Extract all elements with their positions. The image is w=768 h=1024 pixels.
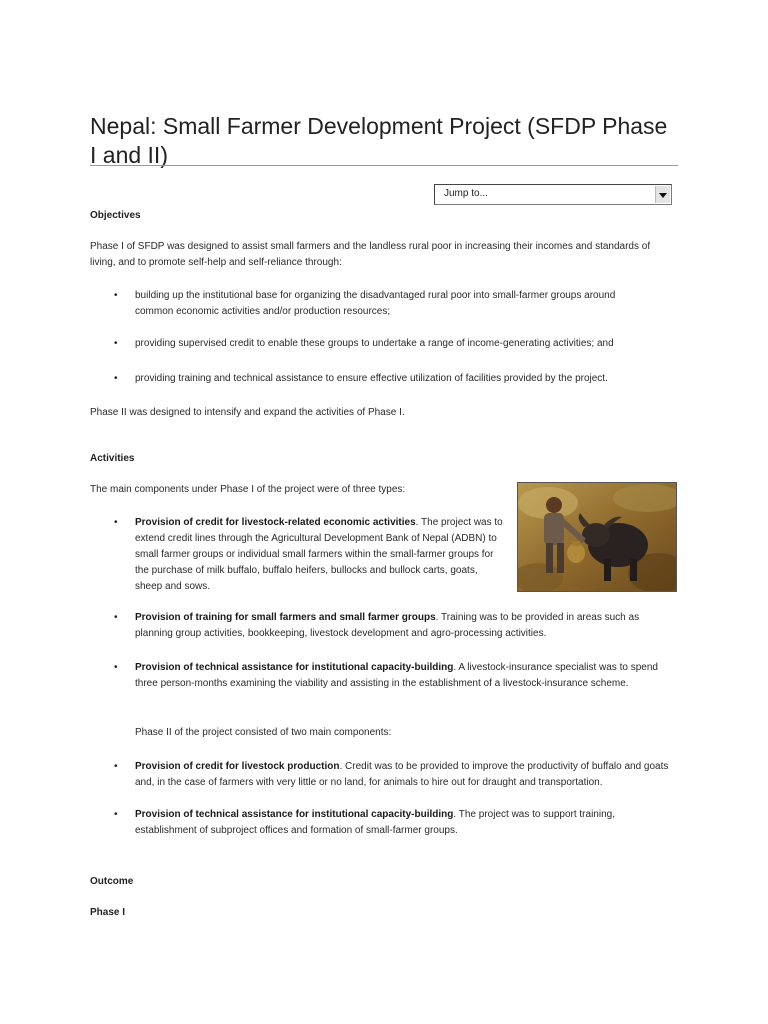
activities-intro: The main components under Phase I of the project were of three types: bbox=[90, 484, 406, 495]
objectives-intro: Phase I of SFDP was designed to assist small farmers and the landless rural poor in increasing their incomes and standards of living, and to promote self-help and self-reliance through: bbox=[90, 241, 651, 268]
activity-item-title: Provision of credit for livestock production bbox=[135, 761, 340, 772]
activity-item-text: . Credit was to be provided to improve the productivity of buffalo and goats and, in the case of farmers with very little or no land, for animals to hire out for draught and transportation. bbox=[135, 761, 669, 788]
activity-item-title: Provision of technical assistance for institutional capacity-building bbox=[135, 809, 454, 820]
activity-item-text: . A livestock-insurance specialist was to spend three person-months examining the viability and assisting in the establishment of a livestock-insurance scheme. bbox=[135, 662, 658, 689]
bullet-icon: • bbox=[114, 662, 118, 673]
objective-item: providing training and technical assistance to ensure effective utilization of facilities provided by the project. bbox=[135, 373, 608, 384]
activity-item-title: Provision of technical assistance for institutional capacity-building bbox=[135, 662, 454, 673]
photo-illustration bbox=[518, 483, 677, 592]
activity-item-title: Provision of training for small farmers and small farmer groups bbox=[135, 612, 436, 623]
activity-item-title: Provision of credit for livestock-related economic activities bbox=[135, 517, 416, 528]
activity-item bbox=[135, 759, 680, 791]
outcome-heading: Outcome bbox=[90, 876, 134, 887]
bullet-icon: • bbox=[114, 809, 118, 820]
phase2-components-intro: Phase II of the project consisted of two main components: bbox=[135, 727, 392, 738]
bullet-icon: • bbox=[114, 761, 118, 772]
jump-to-label: Jump to... bbox=[444, 188, 488, 199]
farmer-with-buffalo-photo bbox=[517, 482, 677, 592]
activity-item bbox=[135, 515, 505, 595]
page-title: Nepal: Small Farmer Development Project (SFDP Phase I and II) bbox=[90, 113, 668, 168]
bullet-icon: • bbox=[114, 290, 118, 301]
activities-heading: Activities bbox=[90, 453, 135, 464]
activity-item bbox=[135, 807, 665, 839]
document-page bbox=[90, 0, 678, 1024]
title-divider bbox=[90, 165, 678, 166]
bullet-icon: • bbox=[114, 517, 118, 528]
outcome-phase1-heading: Phase I bbox=[90, 907, 126, 918]
activity-item bbox=[135, 610, 678, 642]
activity-item-text: . The project was to extend credit lines through the Agricultural Development Bank of Nepal (ADBN) to small farmer groups or individual small farmers within the small-farmer groups for the purchase of milk buffalo, buffalo heifers, bullocks and bullock carts, goats, sheep and sows. bbox=[135, 517, 503, 592]
objective-item: providing supervised credit to enable these groups to undertake a range of income-generating activities; and bbox=[135, 338, 614, 349]
bullet-icon: • bbox=[114, 612, 118, 623]
bullet-icon: • bbox=[114, 373, 118, 384]
objectives-heading: Objectives bbox=[90, 210, 141, 221]
activity-item-text: . The project was to support training, establishment of subproject offices and formation of small-farmer groups. bbox=[135, 809, 615, 836]
jump-to-select[interactable] bbox=[434, 184, 672, 205]
activity-item bbox=[135, 660, 665, 692]
chevron-down-icon[interactable] bbox=[655, 186, 670, 203]
bullet-icon: • bbox=[114, 338, 118, 349]
activity-item-text: . Training was to be provided in areas such as planning group activities, bookkeeping, livestock development and agro-processing activities. bbox=[135, 612, 640, 639]
phase2-summary: Phase II was designed to intensify and expand the activities of Phase I. bbox=[90, 407, 405, 418]
objective-item: building up the institutional base for organizing the disadvantaged rural poor into small-farmer groups around common economic activities and/or production resources; bbox=[135, 290, 616, 317]
